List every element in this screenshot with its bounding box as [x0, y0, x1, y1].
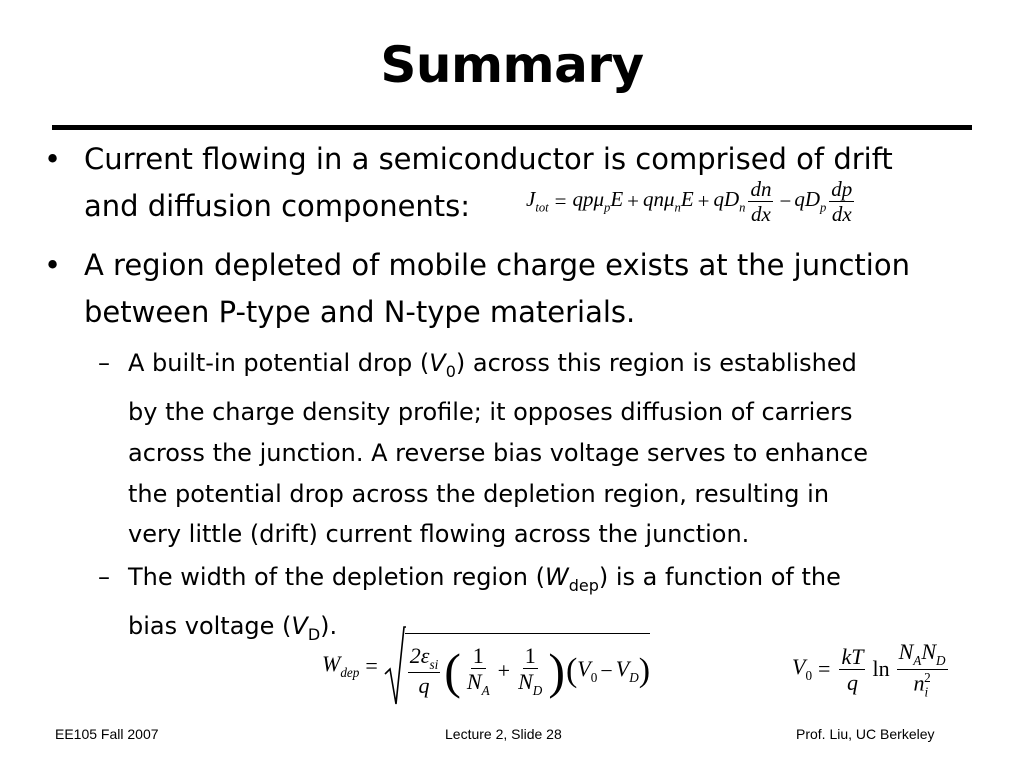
subbullet-marker: –	[98, 349, 110, 377]
footer-course: EE105 Fall 2007	[55, 726, 159, 742]
subbullet-text-line: by the charge density profile; it opposes diffusion of carriers	[128, 398, 853, 427]
subbullet-text-line: A built-in potential drop $(V_0)$ across this region is established	[128, 349, 857, 381]
subbullet-text-line: The width of the depletion region $(W_{dep})$ is a function of the	[128, 563, 841, 595]
subbullet-text-line: very little (drift) current flowing across the junction.	[128, 520, 750, 549]
title-underline	[52, 125, 972, 130]
sqrt-symbol-icon	[384, 624, 406, 708]
eq-term: $J_{tot}$	[526, 187, 549, 215]
subbullet-text-line: bias voltage $(V_D)$.	[128, 612, 338, 645]
bullet-text-line: between P-type and N-type materials.	[84, 295, 636, 329]
slide-title: Summary	[380, 36, 644, 94]
bullet-marker: •	[44, 142, 62, 176]
depletion-width-equation: $W_{dep}$ = $\frac{2\varepsilon_{si}}{q}$ ( $\frac{1}{N_A}$ + $\frac{1}{N_D}$ ) ( $V_0$ − $V_D$ )	[322, 624, 650, 708]
footer-slide-number: Lecture 2, Slide 28	[445, 726, 562, 742]
bullet-text-line: A region depleted of mobile charge exists at the junction	[84, 248, 910, 282]
current-density-equation: $J_{tot}$ = qpμ$_p$E + qnμ$_n$E + $qD_n$ $\frac{dn}{dx}$ − $qD_p$ $\frac{dp}{dx}$	[526, 177, 853, 227]
bullet-text-line: Current flowing in a semiconductor is comprised of drift	[84, 142, 893, 176]
built-in-potential-equation: $V_0$ = $\frac{kT}{q}$ ln $\frac{N_AN_D}{n_i^2}$	[792, 639, 946, 700]
subbullet-marker: –	[98, 563, 110, 591]
bullet-marker: •	[44, 248, 62, 282]
subbullet-text-line: across the junction. A reverse bias voltage serves to enhance	[128, 438, 869, 467]
bullet-text-line: and diffusion components:	[84, 189, 471, 223]
subbullet-text-line: the potential drop across the depletion region, resulting in	[128, 479, 830, 508]
footer-author: Prof. Liu, UC Berkeley	[796, 726, 935, 742]
